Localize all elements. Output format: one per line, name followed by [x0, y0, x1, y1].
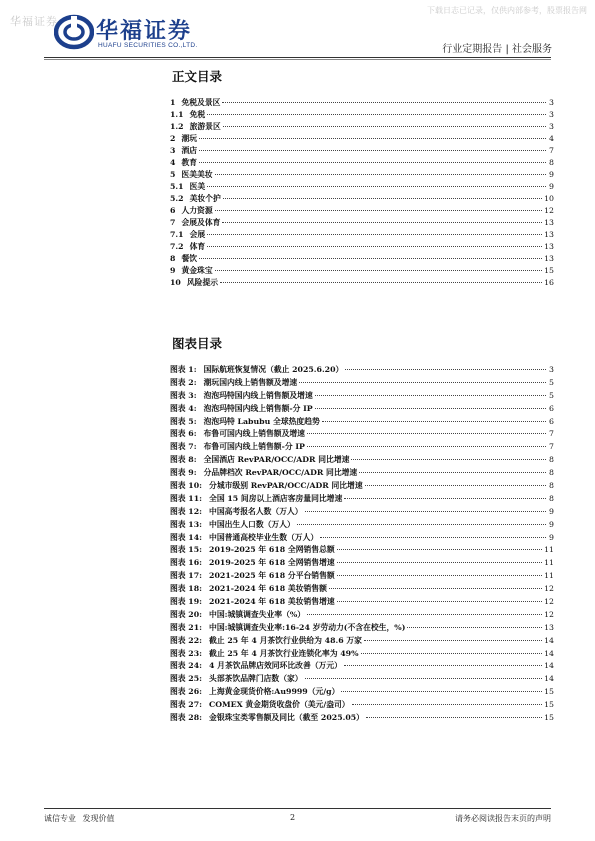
figure-item-number: 图表 15:: [170, 545, 203, 555]
dot-leader: [222, 102, 546, 103]
figure-item-number: 图表 6:: [170, 429, 197, 439]
figure-item[interactable]: [170, 454, 554, 467]
figure-item-page: 11: [544, 558, 554, 568]
figure-item[interactable]: [170, 570, 554, 583]
toc-item[interactable]: [170, 145, 554, 157]
toc-item-number: 4: [170, 158, 176, 167]
toc-item-label: 会展: [189, 230, 206, 239]
figure-item-label: 国际航班恢复情况（截止 2025.6.20）: [203, 365, 344, 374]
figure-item[interactable]: [170, 377, 554, 390]
figure-item-page: 14: [544, 648, 554, 658]
figure-item-page: 11: [544, 571, 554, 581]
figure-item-page: 14: [544, 635, 554, 645]
figure-item[interactable]: [170, 673, 554, 686]
figure-item-label: 金银珠宝类零售额及同比（截至 2025.05）: [209, 713, 364, 723]
dot-leader: [344, 498, 546, 499]
figure-item-page: 8: [549, 481, 554, 491]
toc-item-number: 1.1: [170, 110, 184, 119]
toc-list: [170, 97, 554, 289]
toc-item-page: 13: [544, 254, 554, 263]
toc-item-number: 7.2: [170, 242, 184, 251]
figure-item-number: 图表 22:: [170, 635, 203, 645]
toc-item[interactable]: [170, 205, 554, 217]
figure-item-page: 13: [544, 622, 554, 632]
figure-item-page: 8: [549, 468, 554, 478]
dot-leader: [341, 691, 542, 692]
dot-leader: [359, 472, 546, 473]
toc-item[interactable]: [170, 157, 554, 169]
figure-item-number: 图表 14:: [170, 532, 203, 542]
dot-leader: [337, 601, 542, 602]
figure-item-label: 4 月茶饮品牌店效同环比改善（万元）: [209, 661, 342, 671]
toc-item-label: 餐饮: [181, 254, 198, 263]
figure-item[interactable]: [170, 622, 554, 635]
figure-item-page: 15: [544, 700, 554, 710]
figure-item-number: 图表 23:: [170, 648, 203, 658]
figure-item-label: 泡泡玛特国内线上销售额及增速: [203, 390, 313, 400]
toc-item[interactable]: [170, 253, 554, 265]
figure-item-label: COMEX 黄金期货收盘价（美元/盎司）: [209, 700, 350, 710]
figure-item-page: 6: [549, 416, 554, 426]
toc-item-page: 3: [549, 98, 554, 107]
dot-leader: [365, 485, 546, 486]
figures-title: 图表目录: [172, 336, 223, 351]
dot-leader: [199, 162, 546, 163]
toc-item-number: 8: [170, 254, 176, 263]
figure-item-number: 图表 27:: [170, 700, 203, 710]
dot-leader: [223, 126, 546, 127]
figure-item-label: 泡泡玛特 Labubu 全球热度趋势: [203, 416, 320, 426]
figure-item[interactable]: [170, 544, 554, 557]
dot-leader: [337, 562, 542, 563]
dot-leader: [305, 678, 542, 679]
figure-item-label: 布鲁可国内线上销售额-分 IP: [203, 442, 305, 452]
figures-list: [170, 364, 554, 725]
toc-item-page: 13: [544, 218, 554, 227]
page-number: 2: [290, 813, 296, 822]
figure-item-label: 潮玩国内线上销售额及增速: [203, 377, 298, 387]
dot-leader: [207, 246, 542, 247]
figure-item[interactable]: [170, 583, 554, 596]
figure-item-page: 9: [549, 506, 554, 516]
figure-item[interactable]: [170, 686, 554, 699]
figure-item[interactable]: [170, 635, 554, 648]
dot-leader: [337, 549, 542, 550]
figure-item-number: 图表 8:: [170, 455, 197, 465]
dot-leader: [207, 186, 546, 187]
figure-item-number: 图表 5:: [170, 416, 197, 426]
figure-item-label: 分品牌档次 RevPAR/OCC/ADR 同比增速: [203, 468, 358, 478]
toc-item-label: 美妆个护: [189, 194, 221, 203]
toc-item-number: 7.1: [170, 230, 184, 239]
toc-item-number: 5.2: [170, 194, 184, 203]
figure-item-number: 图表 13:: [170, 519, 203, 529]
figure-item-number: 图表 28:: [170, 713, 203, 723]
figure-item[interactable]: [170, 519, 554, 532]
figure-item[interactable]: [170, 428, 554, 441]
figure-item-label: 2019-2025 年 618 全网销售总额: [209, 545, 335, 555]
toc-item-page: 10: [544, 194, 554, 203]
figure-item-number: 图表 24:: [170, 661, 203, 671]
dot-leader: [223, 198, 542, 199]
toc-item[interactable]: [170, 181, 554, 193]
figure-item[interactable]: [170, 699, 554, 712]
company-logo: [54, 14, 224, 52]
toc-item-label: 体育: [189, 242, 206, 251]
dot-leader: [222, 222, 542, 223]
figure-item-label: 中国:城镇调查失业率:16-24 岁劳动力(不含在校生，%): [209, 622, 406, 632]
figure-item-label: 中国出生人口数（万人）: [209, 519, 295, 529]
toc-item-label: 人力资源: [181, 206, 213, 215]
toc-item-label: 黄金珠宝: [181, 266, 213, 275]
toc-item-label: 旅游景区: [189, 122, 221, 131]
figure-item-label: 2021-2024 年 618 美妆销售增速: [209, 597, 335, 607]
toc-item[interactable]: [170, 121, 554, 133]
dot-leader: [307, 446, 546, 447]
toc-item-page: 13: [544, 230, 554, 239]
toc-item-page: 9: [549, 170, 554, 179]
figure-item-page: 12: [544, 597, 554, 607]
figure-item-page: 8: [549, 493, 554, 503]
figure-item[interactable]: [170, 403, 554, 416]
figure-item-page: 7: [549, 429, 554, 439]
figure-item-number: 图表 17:: [170, 571, 203, 581]
figure-item-page: 11: [544, 545, 554, 555]
toc-item[interactable]: [170, 97, 554, 109]
toc-item-number: 6: [170, 206, 176, 215]
dot-leader: [320, 537, 546, 538]
toc-item[interactable]: [170, 133, 554, 145]
dot-leader: [337, 575, 542, 576]
toc-item-label: 教育: [181, 158, 198, 167]
toc-item-page: 7: [549, 146, 554, 155]
toc-item-number: 2: [170, 134, 176, 143]
figure-item-page: 5: [549, 390, 554, 400]
figure-item-page: 9: [549, 519, 554, 529]
figure-item-label: 中国高考报名人数（万人）: [209, 506, 303, 516]
toc-item-page: 16: [544, 278, 554, 287]
toc-item-page: 12: [544, 206, 554, 215]
logo-emblem-icon: [54, 14, 94, 50]
figure-item-page: 15: [544, 687, 554, 697]
figure-item-page: 14: [544, 674, 554, 684]
figure-item-label: 2019-2025 年 618 全网销售增速: [209, 558, 335, 568]
dot-leader: [307, 433, 546, 434]
toc-item[interactable]: [170, 109, 554, 121]
figure-item[interactable]: [170, 506, 554, 519]
dot-leader: [307, 614, 542, 615]
toc-item-label: 医美美妆: [181, 170, 213, 179]
watermark-left: 华福证券: [10, 15, 58, 28]
figure-item[interactable]: [170, 416, 554, 429]
figure-item-label: 分城市级别 RevPAR/OCC/ADR 同比增速: [209, 481, 363, 491]
dot-leader: [220, 282, 542, 283]
figure-item-number: 图表 10:: [170, 481, 203, 491]
footer-divider: [44, 808, 551, 809]
figure-item-number: 图表 18:: [170, 584, 203, 594]
figure-item-number: 图表 4:: [170, 403, 197, 413]
toc-item-page: 4: [549, 134, 554, 143]
dot-leader: [345, 369, 546, 370]
toc-item-page: 8: [549, 158, 554, 167]
dot-leader: [315, 408, 546, 409]
toc-item-number: 10: [170, 278, 181, 287]
dot-leader: [351, 459, 546, 460]
toc-item-page: 15: [544, 266, 554, 275]
dot-leader: [299, 382, 546, 383]
toc-item-label: 会展及体育: [181, 218, 221, 227]
figure-item-number: 图表 21:: [170, 622, 203, 632]
toc-item[interactable]: [170, 277, 554, 289]
footer-slogan: 诚信专业 发现价值: [44, 814, 115, 823]
toc-item-page: 3: [549, 110, 554, 119]
toc-item[interactable]: [170, 265, 554, 277]
header-divider-thin: [44, 59, 551, 60]
dot-leader: [215, 210, 542, 211]
figure-item[interactable]: [170, 648, 554, 661]
footer-disclaimer: 请务必阅读报告末页的声明: [455, 814, 551, 823]
figure-item[interactable]: [170, 364, 554, 377]
toc-title: 正文目录: [172, 69, 223, 84]
dot-leader: [215, 270, 542, 271]
header-divider: [44, 57, 551, 58]
dot-leader: [315, 395, 546, 396]
figure-item-page: 14: [544, 661, 554, 671]
figure-item-label: 布鲁可国内线上销售额及增速: [203, 429, 305, 439]
figure-item[interactable]: [170, 480, 554, 493]
figure-item-label: 上海黄金现货价格:Au9999（元/g）: [209, 687, 340, 697]
figure-item[interactable]: [170, 712, 554, 725]
dot-leader: [361, 653, 543, 654]
figure-item-page: 6: [549, 403, 554, 413]
figure-item[interactable]: [170, 467, 554, 480]
toc-item-number: 5: [170, 170, 176, 179]
dot-leader: [199, 138, 546, 139]
toc-item-label: 免税: [189, 110, 206, 119]
figure-item-label: 截止 25 年 4 月茶饮行业供给为 48.6 万家: [209, 635, 362, 645]
figure-item[interactable]: [170, 609, 554, 622]
toc-item-label: 潮玩: [181, 134, 198, 143]
toc-item-number: 1: [170, 98, 176, 107]
dot-leader: [407, 627, 542, 628]
toc-item-label: 酒店: [181, 146, 198, 155]
figure-item-label: 2021-2025 年 618 分平台销售额: [209, 571, 335, 581]
figure-item-label: 截止 25 年 4 月茶饮行业连锁化率为 49%: [209, 648, 359, 658]
figure-item-label: 头部茶饮品牌门店数（家）: [209, 674, 303, 684]
figure-item-page: 5: [549, 377, 554, 387]
toc-item-number: 3: [170, 146, 176, 155]
figure-item-number: 图表 2:: [170, 377, 197, 387]
logo-chinese-name: 华福证券: [96, 19, 193, 44]
toc-item-label: 免税及景区: [181, 98, 221, 107]
logo-english-name: HUAFU SECURITIES CO.,LTD.: [98, 42, 198, 49]
figure-item-number: 图表 26:: [170, 687, 203, 697]
watermark-right: 下载日志已记录，仅供内部参考，股票报告网: [427, 6, 587, 15]
toc-item-label: 医美: [189, 182, 206, 191]
figure-item-number: 图表 3:: [170, 390, 197, 400]
figure-item-label: 泡泡玛特国内线上销售额-分 IP: [203, 403, 313, 413]
report-type: 行业定期报告 | 社会服务: [442, 44, 552, 55]
dot-leader: [352, 704, 542, 705]
figure-item-number: 图表 11:: [170, 493, 203, 503]
dot-leader: [322, 421, 546, 422]
dot-leader: [366, 717, 542, 718]
figure-item-label: 全国 15 间房以上酒店客房量同比增速: [209, 493, 343, 503]
figure-item[interactable]: [170, 390, 554, 403]
toc-item-number: 1.2: [170, 122, 184, 131]
figure-item-page: 8: [549, 455, 554, 465]
dot-leader: [207, 234, 542, 235]
toc-item[interactable]: [170, 169, 554, 181]
toc-item[interactable]: [170, 217, 554, 229]
dot-leader: [199, 258, 542, 259]
figure-item-number: 图表 16:: [170, 558, 203, 568]
figure-item-label: 中国:城镇调查失业率（%）: [209, 609, 306, 619]
dot-leader: [305, 511, 546, 512]
toc-item-label: 风险提示: [186, 278, 219, 287]
figure-item-page: 12: [544, 609, 554, 619]
dot-leader: [297, 524, 546, 525]
figure-item[interactable]: [170, 493, 554, 506]
toc-item[interactable]: [170, 193, 554, 205]
toc-item-page: 9: [549, 182, 554, 191]
figure-item-number: 图表 9:: [170, 468, 197, 478]
toc-item-number: 5.1: [170, 182, 184, 191]
figure-item-number: 图表 25:: [170, 674, 203, 684]
dot-leader: [199, 150, 546, 151]
figure-item-label: 2021-2024 年 618 美妆销售额: [209, 584, 327, 594]
toc-item-page: 3: [549, 122, 554, 131]
figure-item-label: 全国酒店 RevPAR/OCC/ADR 同比增速: [203, 455, 350, 465]
figure-item[interactable]: [170, 557, 554, 570]
figure-item-number: 图表 20:: [170, 609, 203, 619]
figure-item-number: 图表 1:: [170, 365, 197, 374]
dot-leader: [215, 174, 546, 175]
toc-item-page: 13: [544, 242, 554, 251]
figure-item-page: 3: [549, 365, 554, 374]
figure-item-label: 中国普通高校毕业生数（万人）: [209, 532, 319, 542]
figure-item-page: 7: [549, 442, 554, 452]
dot-leader: [364, 640, 542, 641]
figure-item[interactable]: [170, 660, 554, 673]
figure-item[interactable]: [170, 532, 554, 545]
toc-item[interactable]: [170, 229, 554, 241]
figure-item-page: 12: [544, 584, 554, 594]
figure-item-number: 图表 12:: [170, 506, 203, 516]
toc-item-number: 9: [170, 266, 176, 275]
dot-leader: [344, 665, 542, 666]
dot-leader: [329, 588, 542, 589]
toc-item[interactable]: [170, 241, 554, 253]
dot-leader: [207, 114, 546, 115]
figure-item-number: 图表 7:: [170, 442, 197, 452]
figure-item-page: 9: [549, 532, 554, 542]
figure-item[interactable]: [170, 441, 554, 454]
figure-item-page: 15: [544, 713, 554, 723]
figure-item-number: 图表 19:: [170, 597, 203, 607]
toc-item-number: 7: [170, 218, 176, 227]
figure-item[interactable]: [170, 596, 554, 609]
